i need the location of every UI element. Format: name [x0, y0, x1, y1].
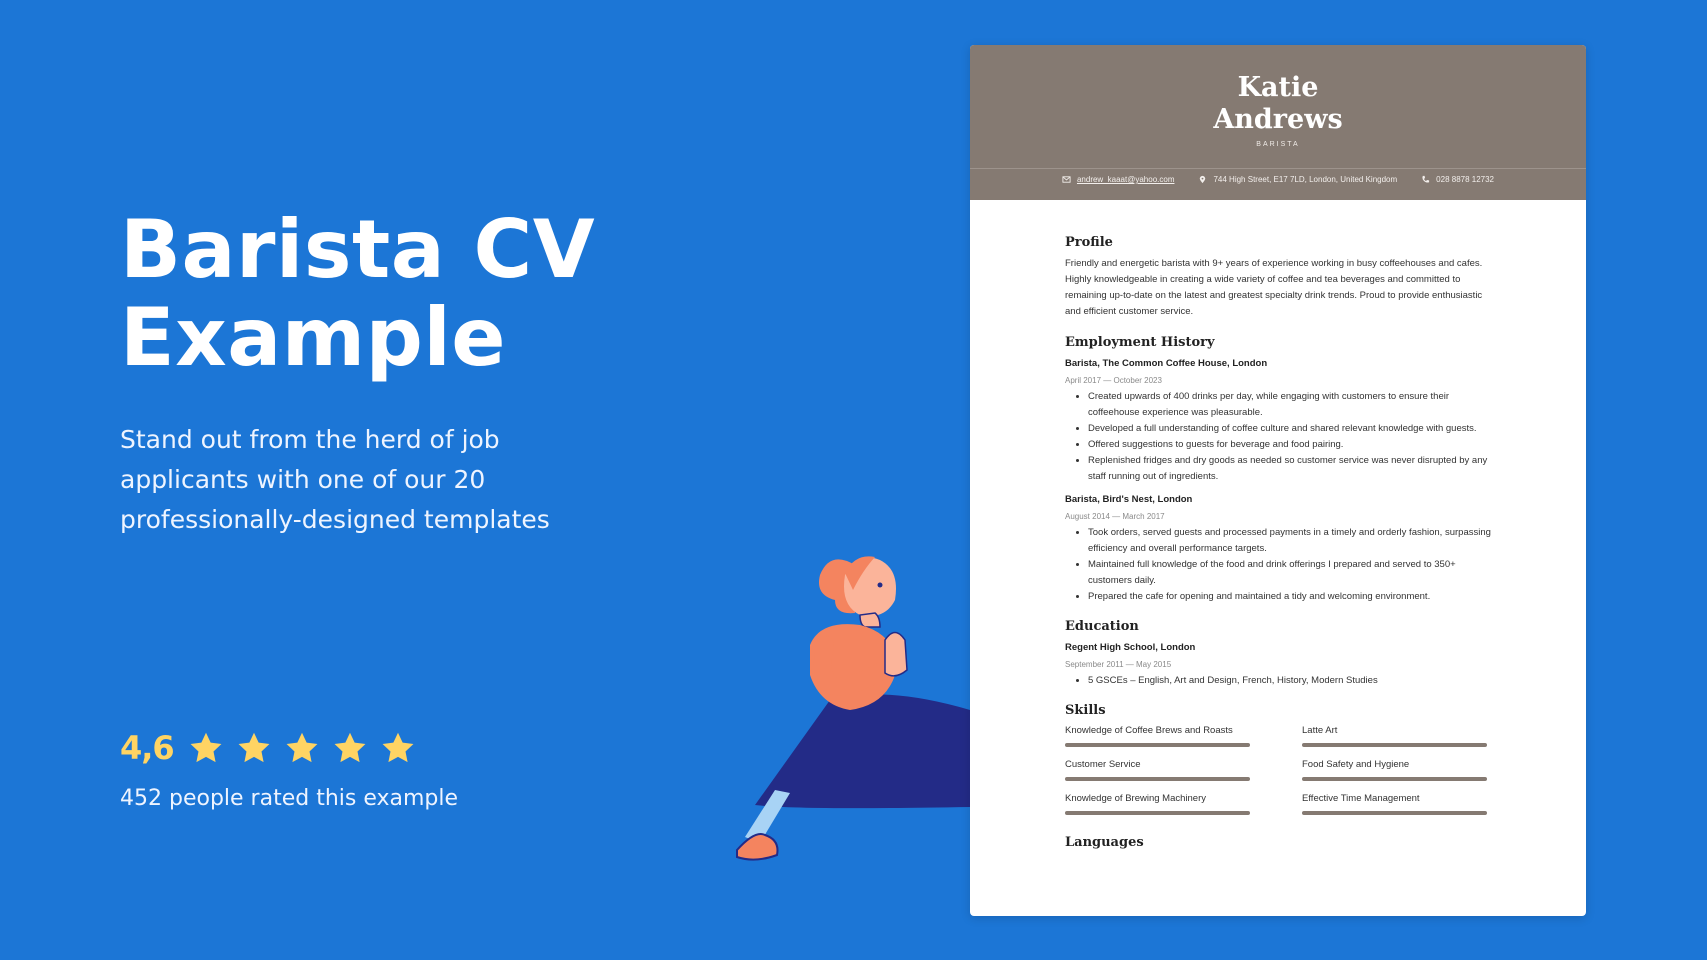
- list-item: • 5 GSCEs – English, Art and Design, French, History, Modern Studies: [1088, 673, 1495, 689]
- skill-level-bar: [1065, 777, 1250, 781]
- mail-icon: [1062, 175, 1071, 184]
- list-item: • Took orders, served guests and processed payments in a timely and orderly fashion, surpassing efficiency and overall performance targets.: [1088, 525, 1495, 557]
- contact-address-text: 744 High Street, E17 7LD, London, United Kingdom: [1213, 175, 1398, 184]
- title-line-1: Barista CV: [120, 203, 596, 296]
- cv-name: [970, 72, 1586, 136]
- education-bullets: [1065, 673, 1495, 689]
- contact-address: [1198, 175, 1397, 184]
- star-icon: [236, 730, 272, 766]
- cv-first-name: Katie: [1237, 72, 1319, 103]
- skill-level-bar: [1065, 743, 1250, 747]
- skill-item: [1065, 758, 1250, 781]
- skill-name: Customer Service: [1065, 759, 1141, 770]
- contact-phone: [1421, 175, 1494, 184]
- contact-email-text[interactable]: andrew_kaaat@yahoo.com: [1076, 175, 1175, 184]
- skill-item: [1065, 792, 1250, 815]
- star-icon: [332, 730, 368, 766]
- list-item: • Developed a full understanding of coffee culture and shared relevant knowledge with guests.: [1088, 421, 1495, 437]
- job-bullets: [1065, 525, 1495, 605]
- skills-grid: [1065, 724, 1495, 815]
- list-item: • Created upwards of 400 drinks per day, while engaging with customers to ensure their coffeehouse experience was pleasurable.: [1088, 389, 1495, 421]
- location-pin-icon: [1198, 175, 1207, 184]
- contact-email[interactable]: [1062, 175, 1175, 184]
- list-item: • Prepared the cafe for opening and maintained a tidy and welcoming environment.: [1088, 589, 1495, 605]
- skill-level-bar: [1302, 743, 1487, 747]
- list-item: • Replenished fridges and dry goods as needed so customer service was never disrupted by any staff running out of ingredients.: [1088, 453, 1495, 485]
- skill-level-bar: [1065, 811, 1250, 815]
- section-title-languages: Languages: [1065, 835, 1144, 850]
- title-line-2: Example: [120, 291, 507, 384]
- profile-section: [1065, 235, 1495, 320]
- skill-name: Food Safety and Hygiene: [1302, 759, 1410, 770]
- contact-phone-text: 028 8878 12732: [1436, 175, 1495, 184]
- job-entry: [1065, 356, 1495, 485]
- skill-item: [1302, 758, 1487, 781]
- cv-contact: [970, 175, 1586, 184]
- school-dates: September 2011 — May 2015: [1065, 660, 1172, 669]
- cv-body: [1065, 235, 1495, 856]
- languages-section: [1065, 835, 1495, 850]
- skill-level-bar: [1302, 777, 1487, 781]
- skill-name: Latte Art: [1302, 725, 1338, 736]
- star-icon: [284, 730, 320, 766]
- section-title-skills: Skills: [1065, 703, 1106, 718]
- education-section: [1065, 619, 1495, 689]
- rating-count: 452 people rated this example: [120, 786, 459, 811]
- skills-section: [1065, 703, 1495, 815]
- page-title: [120, 203, 596, 384]
- job-entry: [1065, 492, 1495, 605]
- section-title-education: Education: [1065, 619, 1139, 634]
- job-title: Barista, The Common Coffee House, London: [1065, 358, 1268, 369]
- cv-header: [970, 45, 1586, 200]
- skill-item: [1065, 724, 1250, 747]
- section-title-profile: Profile: [1065, 235, 1113, 250]
- list-item: • Maintained full knowledge of the food and drink offerings I prepared and served to 350+ customers daily.: [1088, 557, 1495, 589]
- skill-item: [1302, 792, 1487, 815]
- section-title-employment: Employment History: [1065, 335, 1215, 350]
- job-title: Barista, Bird's Nest, London: [1065, 494, 1193, 505]
- rating-row: [120, 726, 428, 770]
- star-icon: [380, 730, 416, 766]
- skill-name: Knowledge of Coffee Brews and Roasts: [1065, 725, 1233, 736]
- phone-icon: [1421, 175, 1430, 184]
- hero-subtitle: Stand out from the herd of job applicants with one of our 20 professionally-designed templates: [120, 425, 550, 534]
- rating-score: 4,6: [120, 729, 174, 767]
- skill-name: Knowledge of Brewing Machinery: [1065, 793, 1206, 804]
- school-name: Regent High School, London: [1065, 642, 1196, 653]
- woman-illustration: [735, 545, 975, 875]
- star-icon: [188, 730, 224, 766]
- skill-name: Effective Time Management: [1302, 793, 1420, 804]
- cv-header-divider: [970, 168, 1586, 169]
- cv-last-name: Andrews: [1213, 104, 1343, 135]
- skill-item: [1302, 724, 1487, 747]
- job-bullets: [1065, 389, 1495, 485]
- cv-role: BARISTA: [1256, 141, 1300, 148]
- job-dates: August 2014 — March 2017: [1065, 512, 1165, 521]
- job-dates: April 2017 — October 2023: [1065, 376, 1162, 385]
- list-item: • Offered suggestions to guests for beverage and food pairing.: [1088, 437, 1495, 453]
- employment-section: [1065, 335, 1495, 605]
- skill-level-bar: [1302, 811, 1487, 815]
- cv-preview[interactable]: [970, 45, 1586, 916]
- profile-text: Friendly and energetic barista with 9+ years of experience working in busy coffeehouses and cafes. Highly knowledgeable in creating a wide variety of coffee and tea beverages and committed to remaining up-to-date on the latest and greatest specialty drink trends. Proud to provide enthusiastic and efficient customer service.: [1065, 258, 1483, 317]
